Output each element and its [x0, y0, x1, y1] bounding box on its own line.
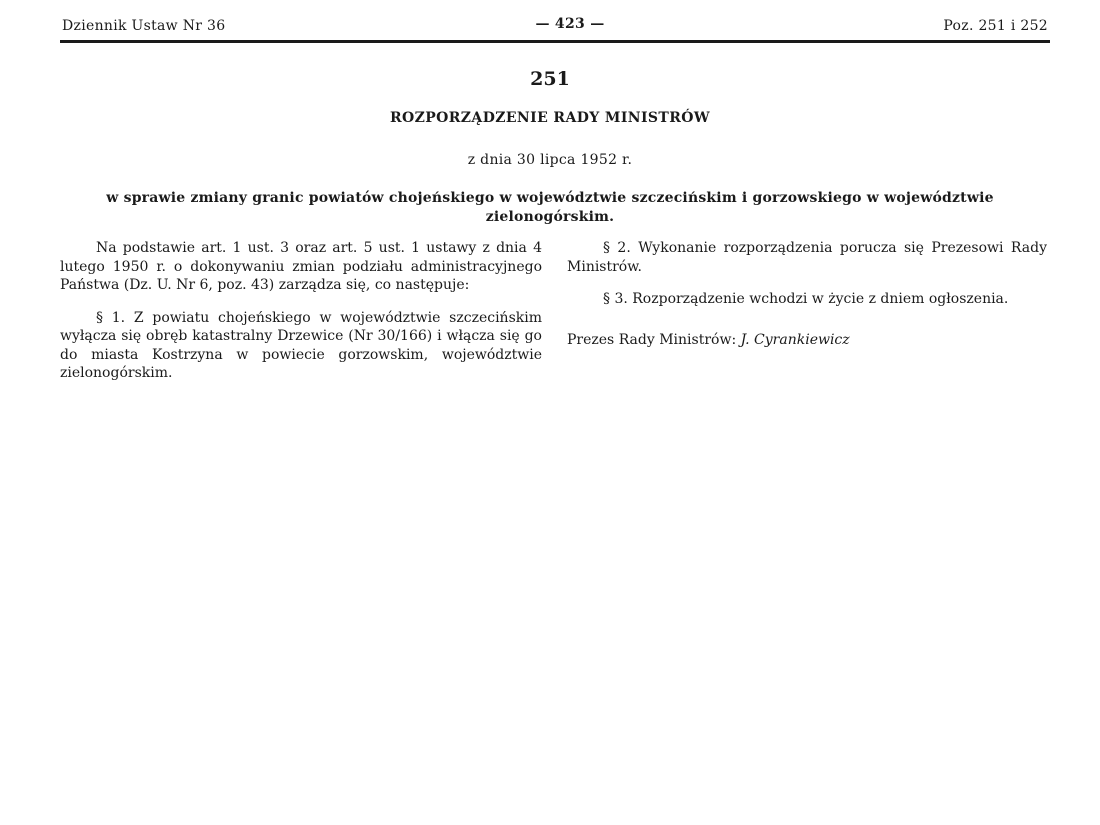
act-title: ROZPORZĄDZENIE RADY MINISTRÓW	[390, 110, 710, 126]
paragraph-1: § 1. Z powiatu chojeńskiego w województwie szczecińskim wyłącza się obręb katastralny Drzewice (Nr 30/166) i włącza się go do miasta Kostrzyna w powiecie gorzowskim, województwie zielonogórskim.	[60, 309, 542, 381]
page-header	[60, 16, 1050, 36]
journal-title: Dziennik Ustaw Nr 36	[62, 18, 226, 34]
position-reference: Poz. 251 i 252	[943, 18, 1048, 34]
paragraph-3: § 3. Rozporządzenie wchodzi w życie z dniem ogłoszenia.	[603, 291, 1009, 307]
act-number: 251	[530, 68, 570, 90]
act-date: z dnia 30 lipca 1952 r.	[467, 152, 633, 168]
left-column	[60, 239, 542, 397]
signature-name: J. Cyrankiewicz	[740, 331, 850, 348]
page-number: — 423 —	[535, 16, 605, 32]
signature-role: Prezes Rady Ministrów:	[567, 331, 737, 348]
header-rule	[60, 40, 1050, 43]
signature-line	[567, 331, 1047, 350]
act-subject: w sprawie zmiany granic powiatów chojeńskiego w województwie szczecińskim i gorzowskiego w województwie zielonogórskim.	[106, 190, 994, 225]
paragraph-2: § 2. Wykonanie rozporządzenia porucza się Prezesowi Rady Ministrów.	[567, 240, 1047, 275]
preamble-paragraph: Na podstawie art. 1 ust. 3 oraz art. 5 ust. 1 ustawy z dnia 4 lutego 1950 r. o dokonywaniu zmian podziału administracyjnego Państwa (Dz. U. Nr 6, poz. 43) zarządza się, co następuje:	[60, 240, 542, 293]
right-column	[567, 239, 1047, 363]
